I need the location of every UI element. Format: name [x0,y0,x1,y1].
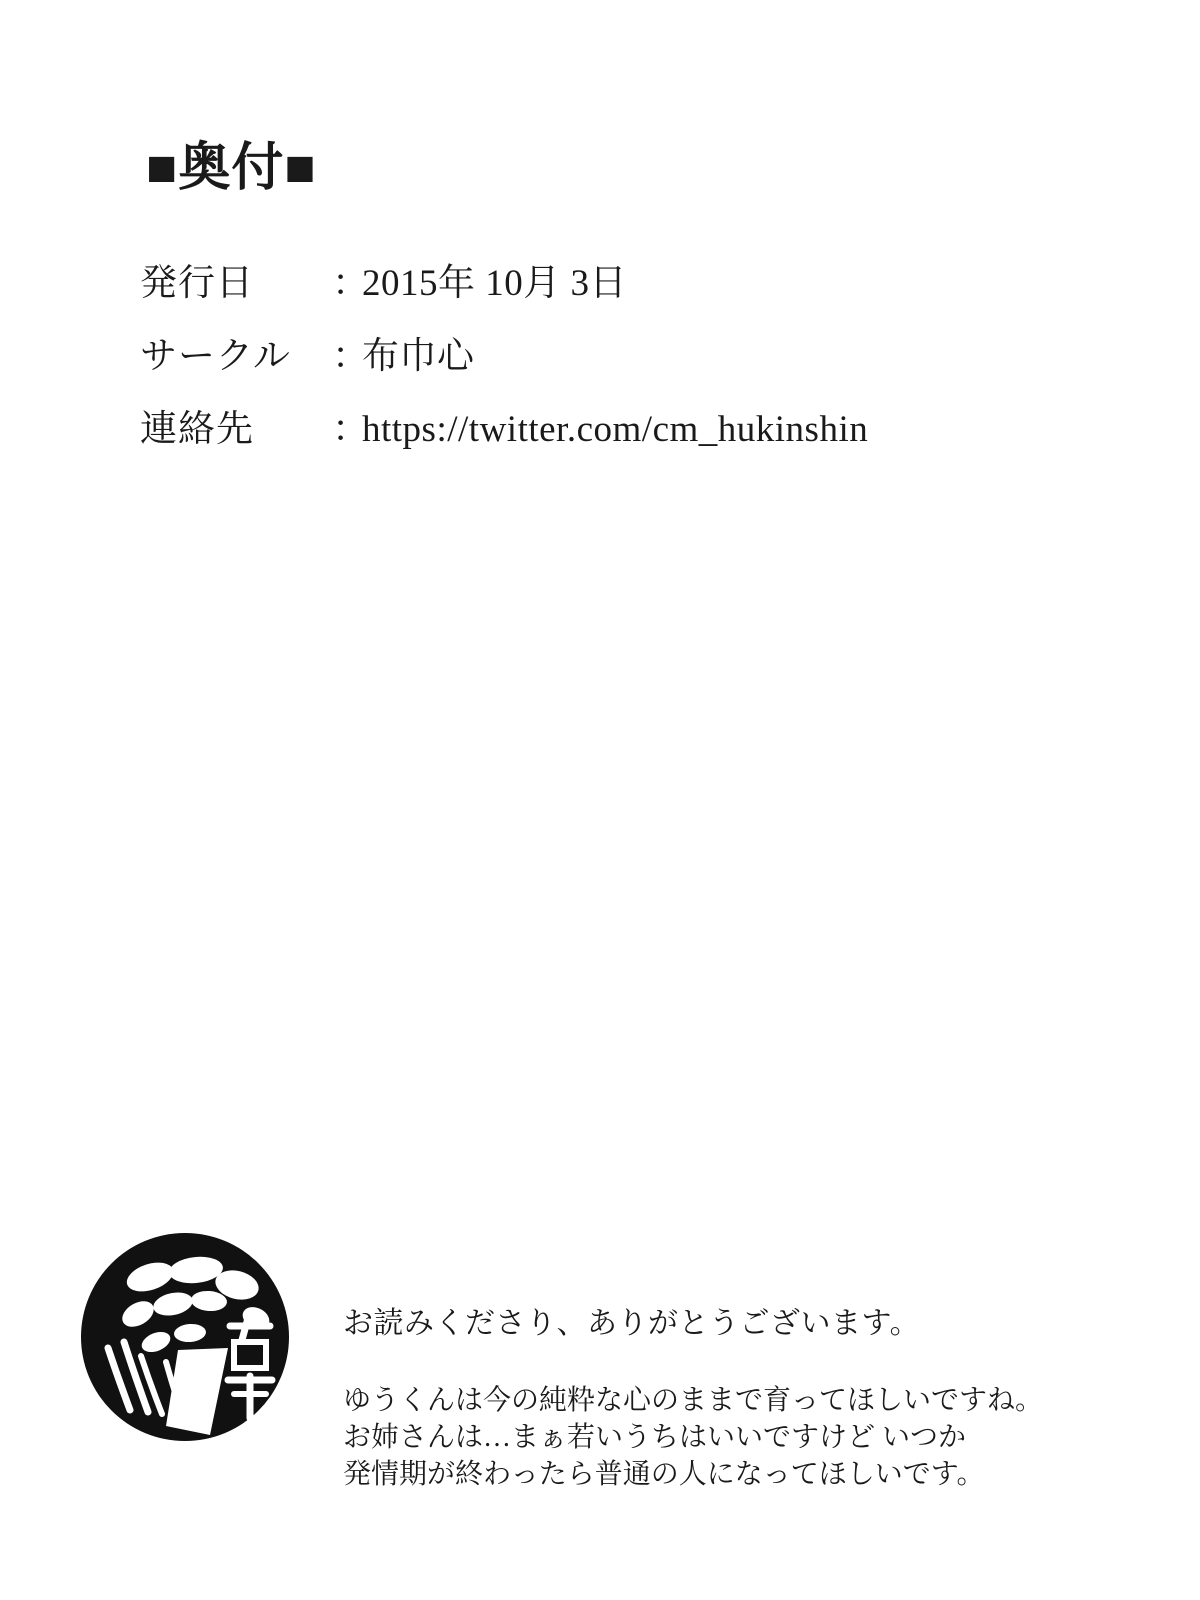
page-title: ■奥付■ [146,139,317,197]
info-label-contact: 連絡先 [140,409,254,450]
afterword-line: お姉さんは…まぁ若いうちはいいですけど いつか [343,1422,967,1454]
afterword-line: 発情期が終わったら普通の人になってほしいです。 [343,1459,985,1491]
info-row [140,265,868,302]
info-colon: ： [332,263,369,304]
thanks-message: お読みくださり、ありがとうございます。 [343,1307,921,1340]
info-colon: ： [332,409,369,450]
info-label-circle: サークル [140,336,291,377]
info-value-contact-url[interactable]: https://twitter.com/cm_hukinshin [362,409,869,450]
info-value-publish-date: 2015年 10月 3日 [362,263,627,304]
info-row [140,338,868,375]
circle-logo-icon [78,1230,293,1445]
info-label-publish-date: 発行日 [140,263,254,304]
info-row [140,411,868,448]
footer-message [343,1298,1103,1494]
info-value-circle: 布巾心 [362,336,475,377]
info-colon: ： [332,336,369,377]
publication-info [140,265,868,484]
afterword-notes [343,1382,1103,1494]
afterword-line: ゆうくんは今の純粋な心のままで育ってほしいですね。 [343,1385,1044,1416]
